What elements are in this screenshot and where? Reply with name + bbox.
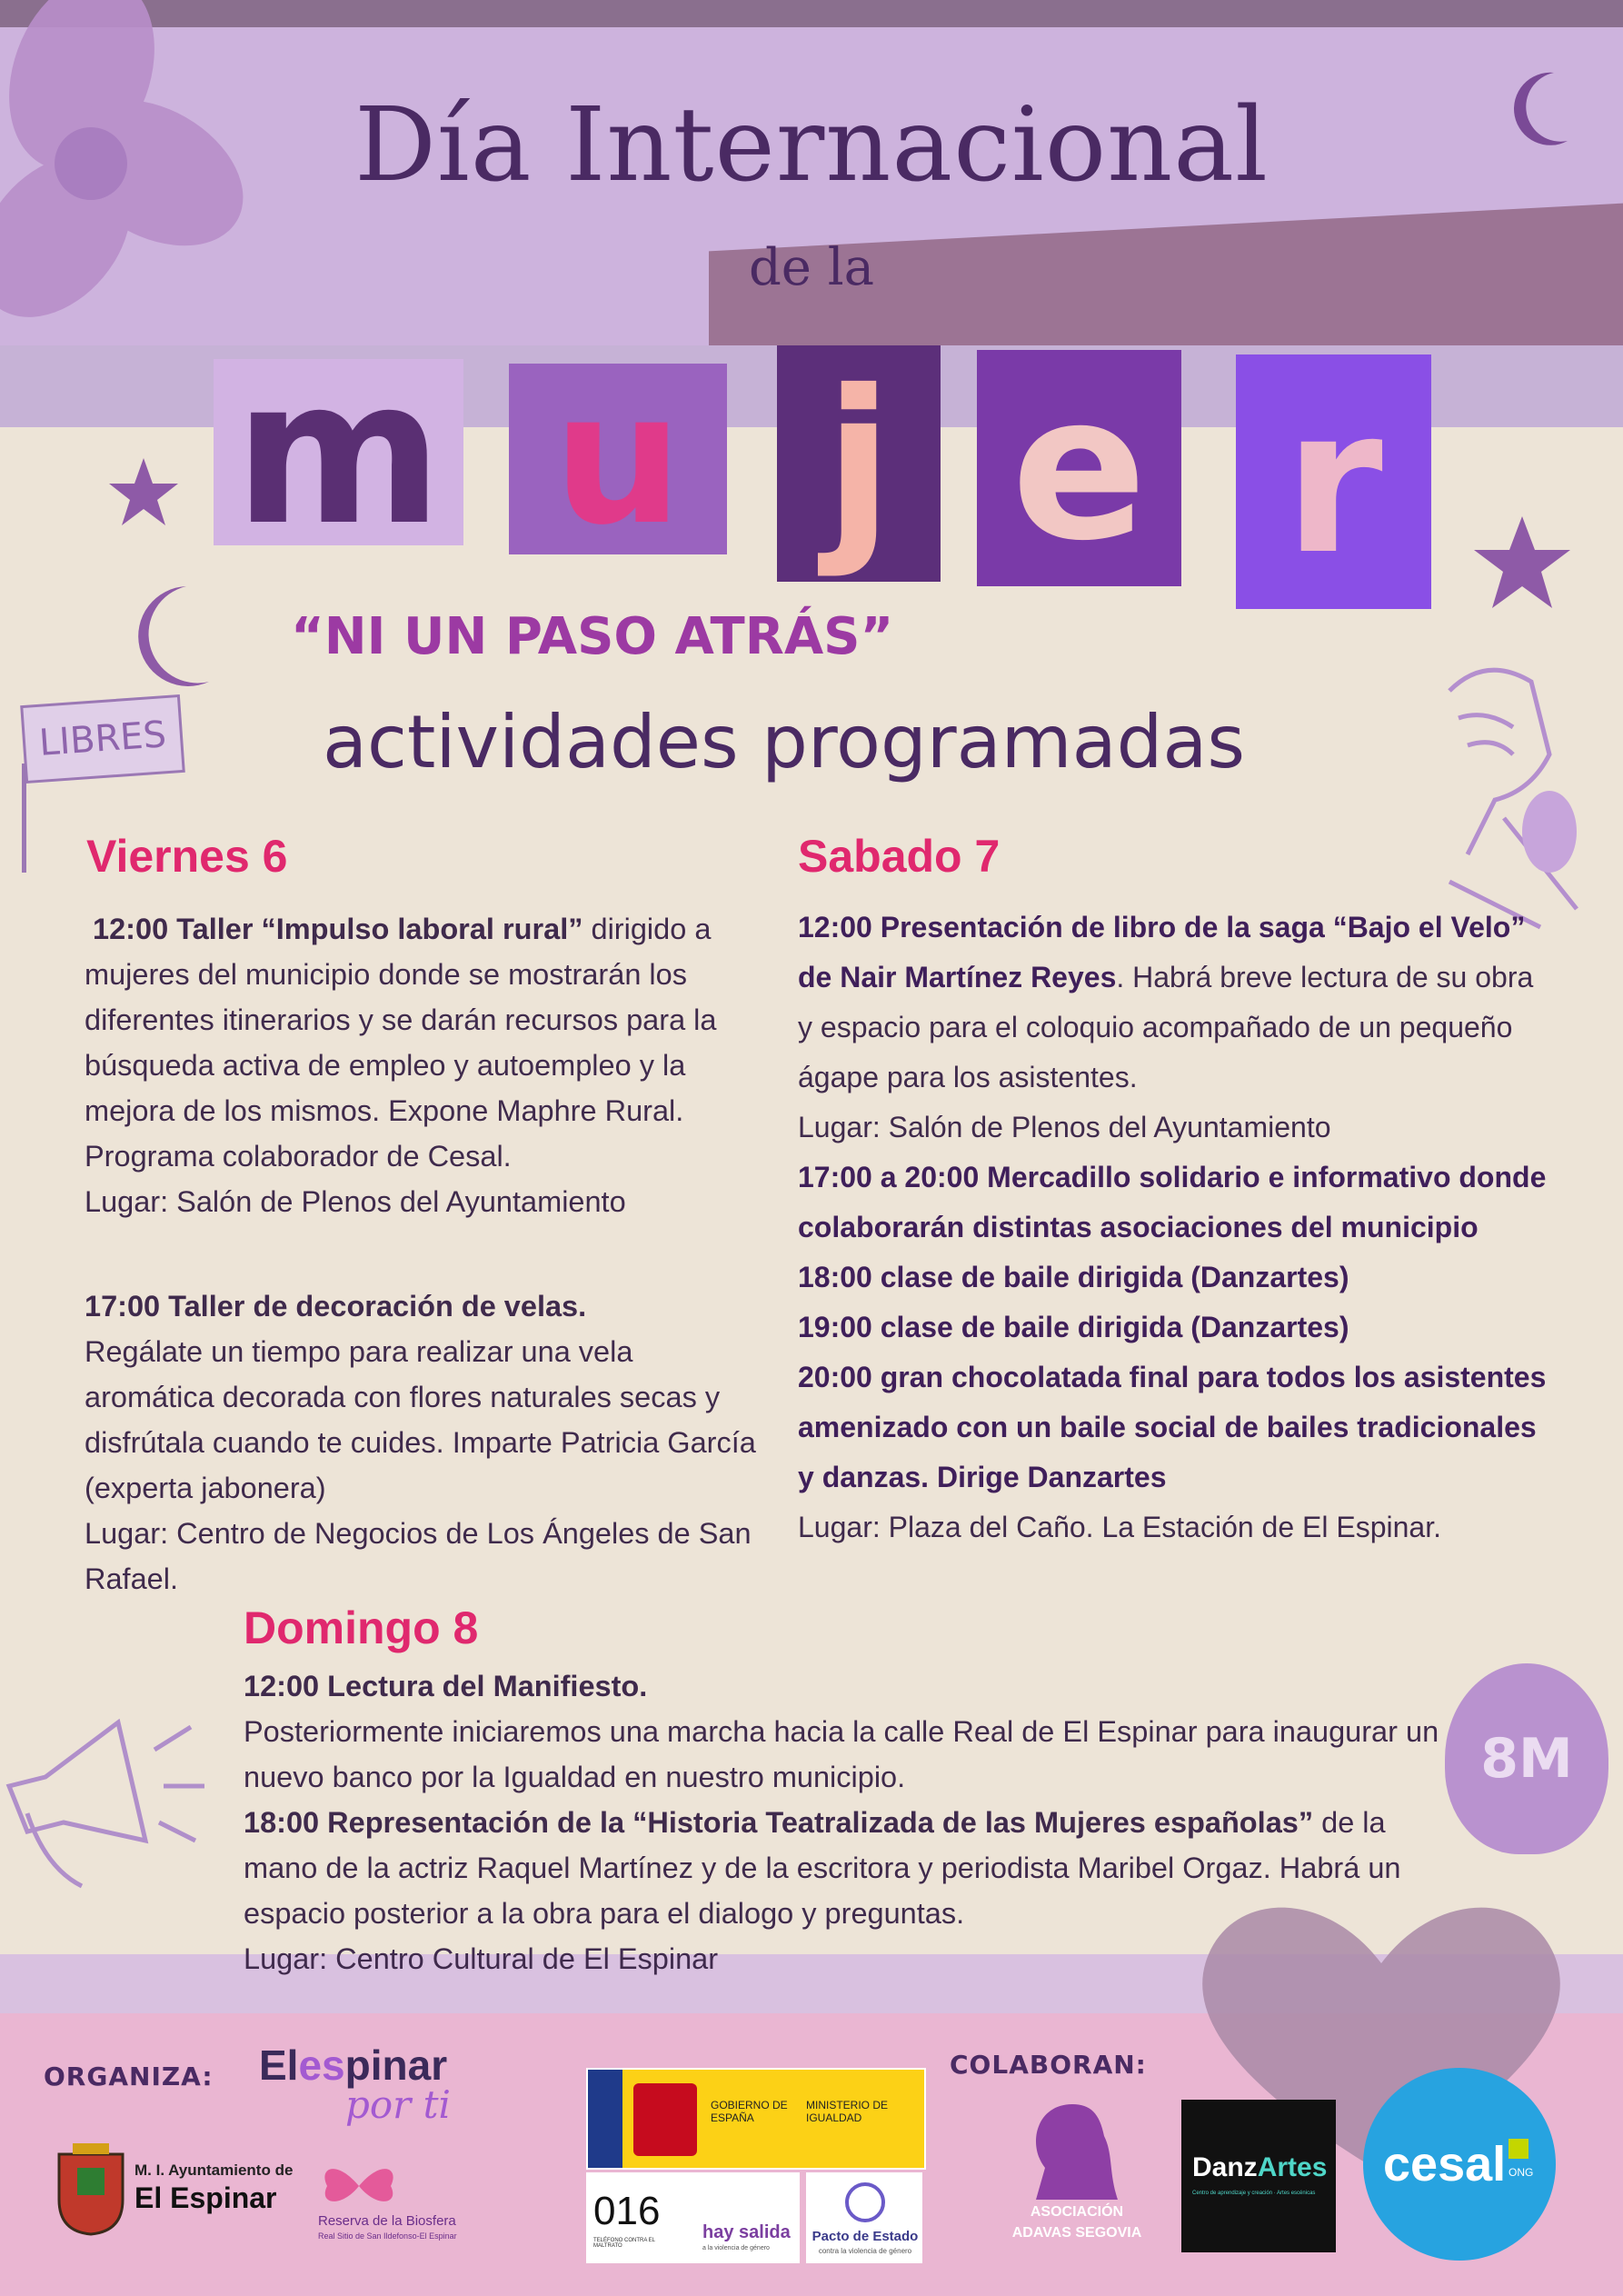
title-line-2: de la (748, 238, 875, 297)
title-letter-j: j (777, 345, 941, 582)
biosfera-butterfly-icon (318, 2159, 400, 2213)
cesal-square-icon (1508, 2139, 1528, 2159)
sign-stick (22, 764, 26, 873)
organiza-label: ORGANIZA: (44, 2061, 214, 2091)
danzartes-logo: DanzArtes Centro de aprendizaje y creación · Artes escénicas (1181, 2100, 1336, 2252)
ayuntamiento-small-text: M. I. Ayuntamiento de (134, 2161, 294, 2179)
title-letter-e: e (977, 350, 1181, 586)
crescent-moon-icon-left (123, 582, 223, 691)
saturday-title: Sabado 7 (798, 831, 1001, 882)
cesal-logo: cesal ONG (1363, 2068, 1556, 2261)
biosfera-line-1: Reserva de la Biosfera (318, 2213, 456, 2229)
adavas-line-2: ADAVAS SEGOVIA (1011, 2225, 1142, 2241)
star-icon-right (1472, 514, 1572, 614)
sunday-events: 12:00 Lectura del Manifiesto. Posteriormente iniciaremos una marcha hacia la calle Real de El Espinar para inaugurar un nuevo banco por la Igualdad en nuestro municipio. 18:00 Representación de la “Historia Teatralizada de las Mujeres españolas” de la mano de la actriz Raquel Martínez y de la escritora y periodista Maribel Orgaz. Habrá un espacio posterior a la obra para el dialogo y preguntas. Lugar: Centro Cultural de El Espinar (244, 1670, 1439, 1975)
title-letter-m: m (214, 359, 463, 545)
title-line-1: Día Internacional (354, 86, 1269, 205)
pacto-de-estado-logo: Pacto de Estado contra la violencia de género (806, 2172, 922, 2263)
016-hay-salida-logo: 016 TELÉFONO CONTRA EL MALTRATO hay salida a la violencia de género (586, 2172, 800, 2263)
gobierno-ministerio-logo: GOBIERNO DE ESPAÑA MINISTERIO DE IGUALDAD (586, 2068, 926, 2170)
title-letter-u: u (509, 364, 727, 554)
title-letter-r: r (1236, 354, 1431, 609)
sunday-title: Domingo 8 (244, 1602, 479, 1653)
eu-flag-icon (588, 2070, 622, 2168)
subtitle: actividades programadas (323, 700, 1246, 784)
megaphone-icon (0, 1677, 218, 1913)
8m-flame-badge: 8M (1445, 1663, 1608, 1854)
friday-event-2: 17:00 Taller de decoración de velas. Regálate un tiempo para realizar una vela aromática decorada con flores naturales secas y disfrútala cuando te cuides. Imparte Patricia García (experta jabonera) Lugar: Centro de Negocios de Los Ángeles de San Rafael. (85, 1290, 756, 1595)
star-icon-left (107, 456, 180, 529)
ayuntamiento-crest-icon (55, 2141, 127, 2236)
libres-sign: LIBRES (20, 694, 185, 784)
biosfera-line-2: Real Sitio de San Ildefonso-El Espinar (318, 2231, 457, 2241)
slogan: “NI UN PASO ATRÁS” (291, 607, 894, 666)
adavas-line-1: ASOCIACIÓN (1030, 2204, 1124, 2220)
ayuntamiento-big-text: El Espinar (134, 2181, 277, 2214)
adavas-silhouette-icon (1018, 2100, 1131, 2204)
pacto-smile-icon (842, 2180, 888, 2225)
friday-title: Viernes 6 (86, 831, 288, 882)
el-espinar-por-ti-logo: Elespinar por ti (259, 2041, 451, 2127)
raised-fist-icon (1413, 654, 1613, 945)
friday-event-1: 12:00 Taller “Impulso laboral rural” dirigido a mujeres del municipio donde se mostrarán los diferentes itinerarios y se darán recursos para la búsqueda activa de empleo y autoempleo y la mejora de los mismos. Expone Maphre Rural. Programa colaborador de Cesal. Lugar: Salón de Plenos del Ayuntamiento (85, 913, 717, 1218)
spain-coat-of-arms-icon (633, 2083, 697, 2156)
saturday-events: 12:00 Presentación de libro de la saga “Bajo el Velo” de Nair Martínez Reyes. Habrá breve lectura de su obra y espacio para el coloquio acompañado de un pequeño ágape para los asistentes. Lugar: Salón de Plenos del Ayuntamiento 17:00 a 20:00 Mercadillo solidario e informativo donde colaborarán distintas asociaciones del municipio 18:00 clase de baile dirigida (Danzartes) 19:00 clase de baile dirigida (Danzartes) 20:00 gran chocolatada final para todos los asistentes amenizado con un baile social de bailes tradicionales y danzas. Dirige Danzartes Lugar: Plaza del Caño. La Estación de El Espinar. (798, 911, 1547, 1543)
colaboran-label: COLABORAN: (950, 2050, 1147, 2080)
